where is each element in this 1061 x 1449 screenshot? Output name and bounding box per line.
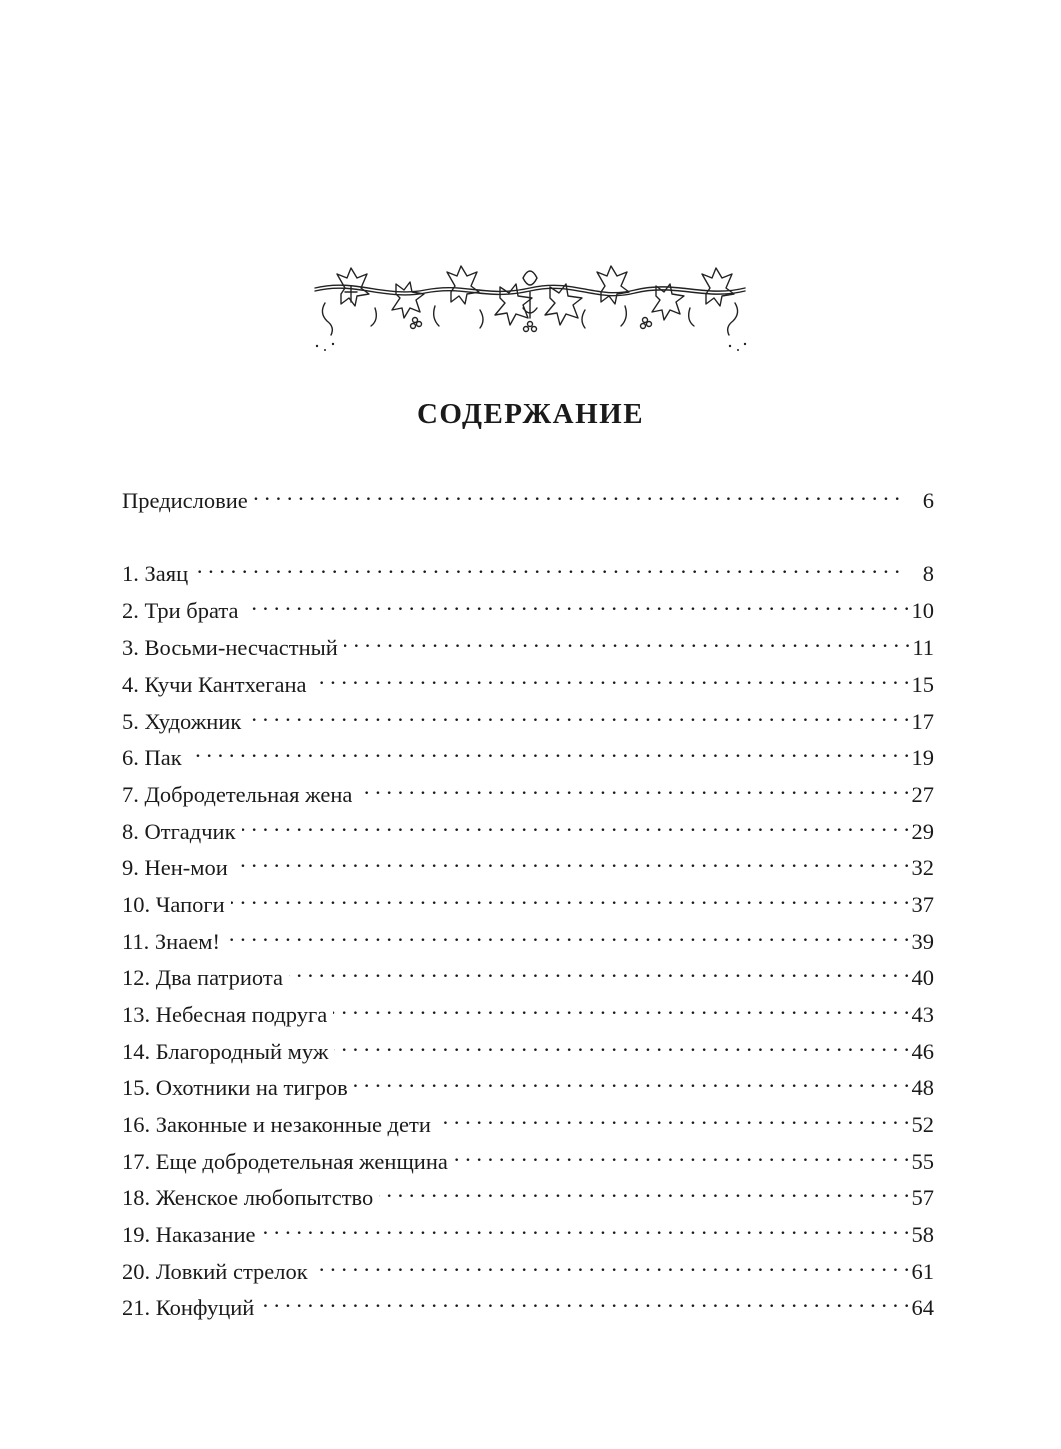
toc-row[interactable]: [122, 1029, 934, 1064]
toc-row[interactable]: [122, 551, 934, 586]
toc-label: 6. Пак: [122, 745, 182, 770]
page-title: СОДЕРЖАНИЕ: [416, 398, 645, 430]
toc-page-number: 43: [911, 1002, 934, 1027]
toc-row[interactable]: [122, 955, 934, 990]
toc-label: 5. Художник: [122, 709, 242, 734]
dot-leader: [354, 1065, 910, 1095]
dot-leader: [344, 625, 911, 655]
toc-row[interactable]: [122, 1175, 934, 1210]
dot-leader: [194, 551, 900, 581]
toc-row[interactable]: [122, 588, 934, 623]
dot-leader: [333, 992, 909, 1022]
toc-page-number: 46: [911, 1039, 934, 1064]
toc-label: Предисловие: [122, 488, 248, 513]
dot-leader: [245, 588, 910, 618]
toc-page-number: 57: [911, 1185, 934, 1210]
toc-label: 15. Охотники на тигров: [122, 1075, 348, 1100]
toc-label: 13. Небесная подруга: [122, 1002, 328, 1027]
dot-leader: [334, 1029, 909, 1059]
dot-leader: [188, 735, 910, 765]
toc-label: 10. Чапоги: [122, 892, 225, 917]
toc-row[interactable]: [122, 1102, 934, 1137]
dot-leader: [358, 772, 909, 802]
toc-page-number: 19: [911, 745, 934, 770]
toc-page-number: 58: [911, 1222, 934, 1247]
toc-row[interactable]: [122, 699, 934, 734]
toc-row[interactable]: [122, 845, 934, 880]
toc-page-number: 37: [911, 892, 934, 917]
toc-row[interactable]: [122, 772, 934, 807]
dot-leader: [231, 882, 910, 912]
dot-leader: [247, 699, 909, 729]
toc-label: 3. Восьми-несчастный: [122, 635, 338, 660]
toc-row[interactable]: [122, 919, 934, 954]
toc-row[interactable]: [122, 809, 934, 844]
toc-label: 4. Кучи Кантхегана: [122, 672, 307, 697]
dot-leader: [254, 478, 900, 508]
toc-row[interactable]: [122, 735, 934, 770]
dot-leader: [226, 919, 910, 949]
toc-label: 7. Добродетельная жена: [122, 782, 353, 807]
toc-page-number: 55: [911, 1149, 934, 1174]
toc-row[interactable]: [122, 882, 934, 917]
toc-label: 8. Отгадчик: [122, 819, 236, 844]
toc-page-number: 40: [911, 965, 934, 990]
toc-row[interactable]: [122, 1065, 934, 1100]
toc-label: 20. Ловкий стрелок: [122, 1259, 308, 1284]
toc-label: 9. Нен-мои: [122, 855, 228, 880]
toc-row[interactable]: [122, 662, 934, 697]
toc-page-number: 6: [922, 488, 934, 513]
toc-page-number: 15: [911, 672, 934, 697]
dot-leader: [234, 845, 910, 875]
toc-page-number: 48: [911, 1075, 934, 1100]
toc-row[interactable]: [122, 625, 934, 660]
toc-page-number: 29: [911, 819, 934, 844]
dot-leader: [289, 955, 910, 985]
toc-label: 17. Еще добродетельная женщина: [122, 1149, 448, 1174]
vine-ornament-icon: [305, 258, 755, 358]
toc-page-number: 52: [911, 1112, 934, 1137]
toc-row[interactable]: [122, 1139, 934, 1174]
toc-page-number: 64: [911, 1295, 934, 1320]
toc-label: 16. Законные и незаконные дети: [122, 1112, 431, 1137]
toc-row[interactable]: [122, 1249, 934, 1284]
dot-leader: [454, 1139, 910, 1169]
toc-page-number: 8: [922, 561, 934, 586]
dot-leader: [313, 662, 910, 692]
toc-page-number: 61: [911, 1259, 934, 1284]
toc-label: 21. Конфуций: [122, 1295, 255, 1320]
dot-leader: [262, 1212, 910, 1242]
toc-row[interactable]: [122, 992, 934, 1027]
toc-page-number: 27: [911, 782, 934, 807]
dot-leader: [260, 1285, 909, 1315]
toc-label: 2. Три брата: [122, 598, 239, 623]
toc-label: 19. Наказание: [122, 1222, 256, 1247]
toc-label: 12. Два патриота: [122, 965, 283, 990]
dot-leader: [242, 809, 910, 839]
dot-leader: [437, 1102, 910, 1132]
toc-page-number: 11: [912, 635, 934, 660]
toc-page-number: 32: [911, 855, 934, 880]
toc-row[interactable]: [122, 1212, 934, 1247]
toc-label: 11. Знаем!: [122, 929, 220, 954]
dot-leader: [379, 1175, 909, 1205]
toc-page-number: 10: [911, 598, 934, 623]
dot-leader: [314, 1249, 910, 1279]
toc-label: 14. Благородный муж: [122, 1039, 329, 1064]
toc-row-preface[interactable]: [122, 478, 934, 513]
toc-row[interactable]: [122, 1285, 934, 1320]
toc-label: 18. Женское любопытство: [122, 1185, 374, 1210]
toc-page-number: 17: [911, 709, 934, 734]
toc-label: 1. Заяц: [122, 561, 189, 586]
toc-page-number: 39: [911, 929, 934, 954]
